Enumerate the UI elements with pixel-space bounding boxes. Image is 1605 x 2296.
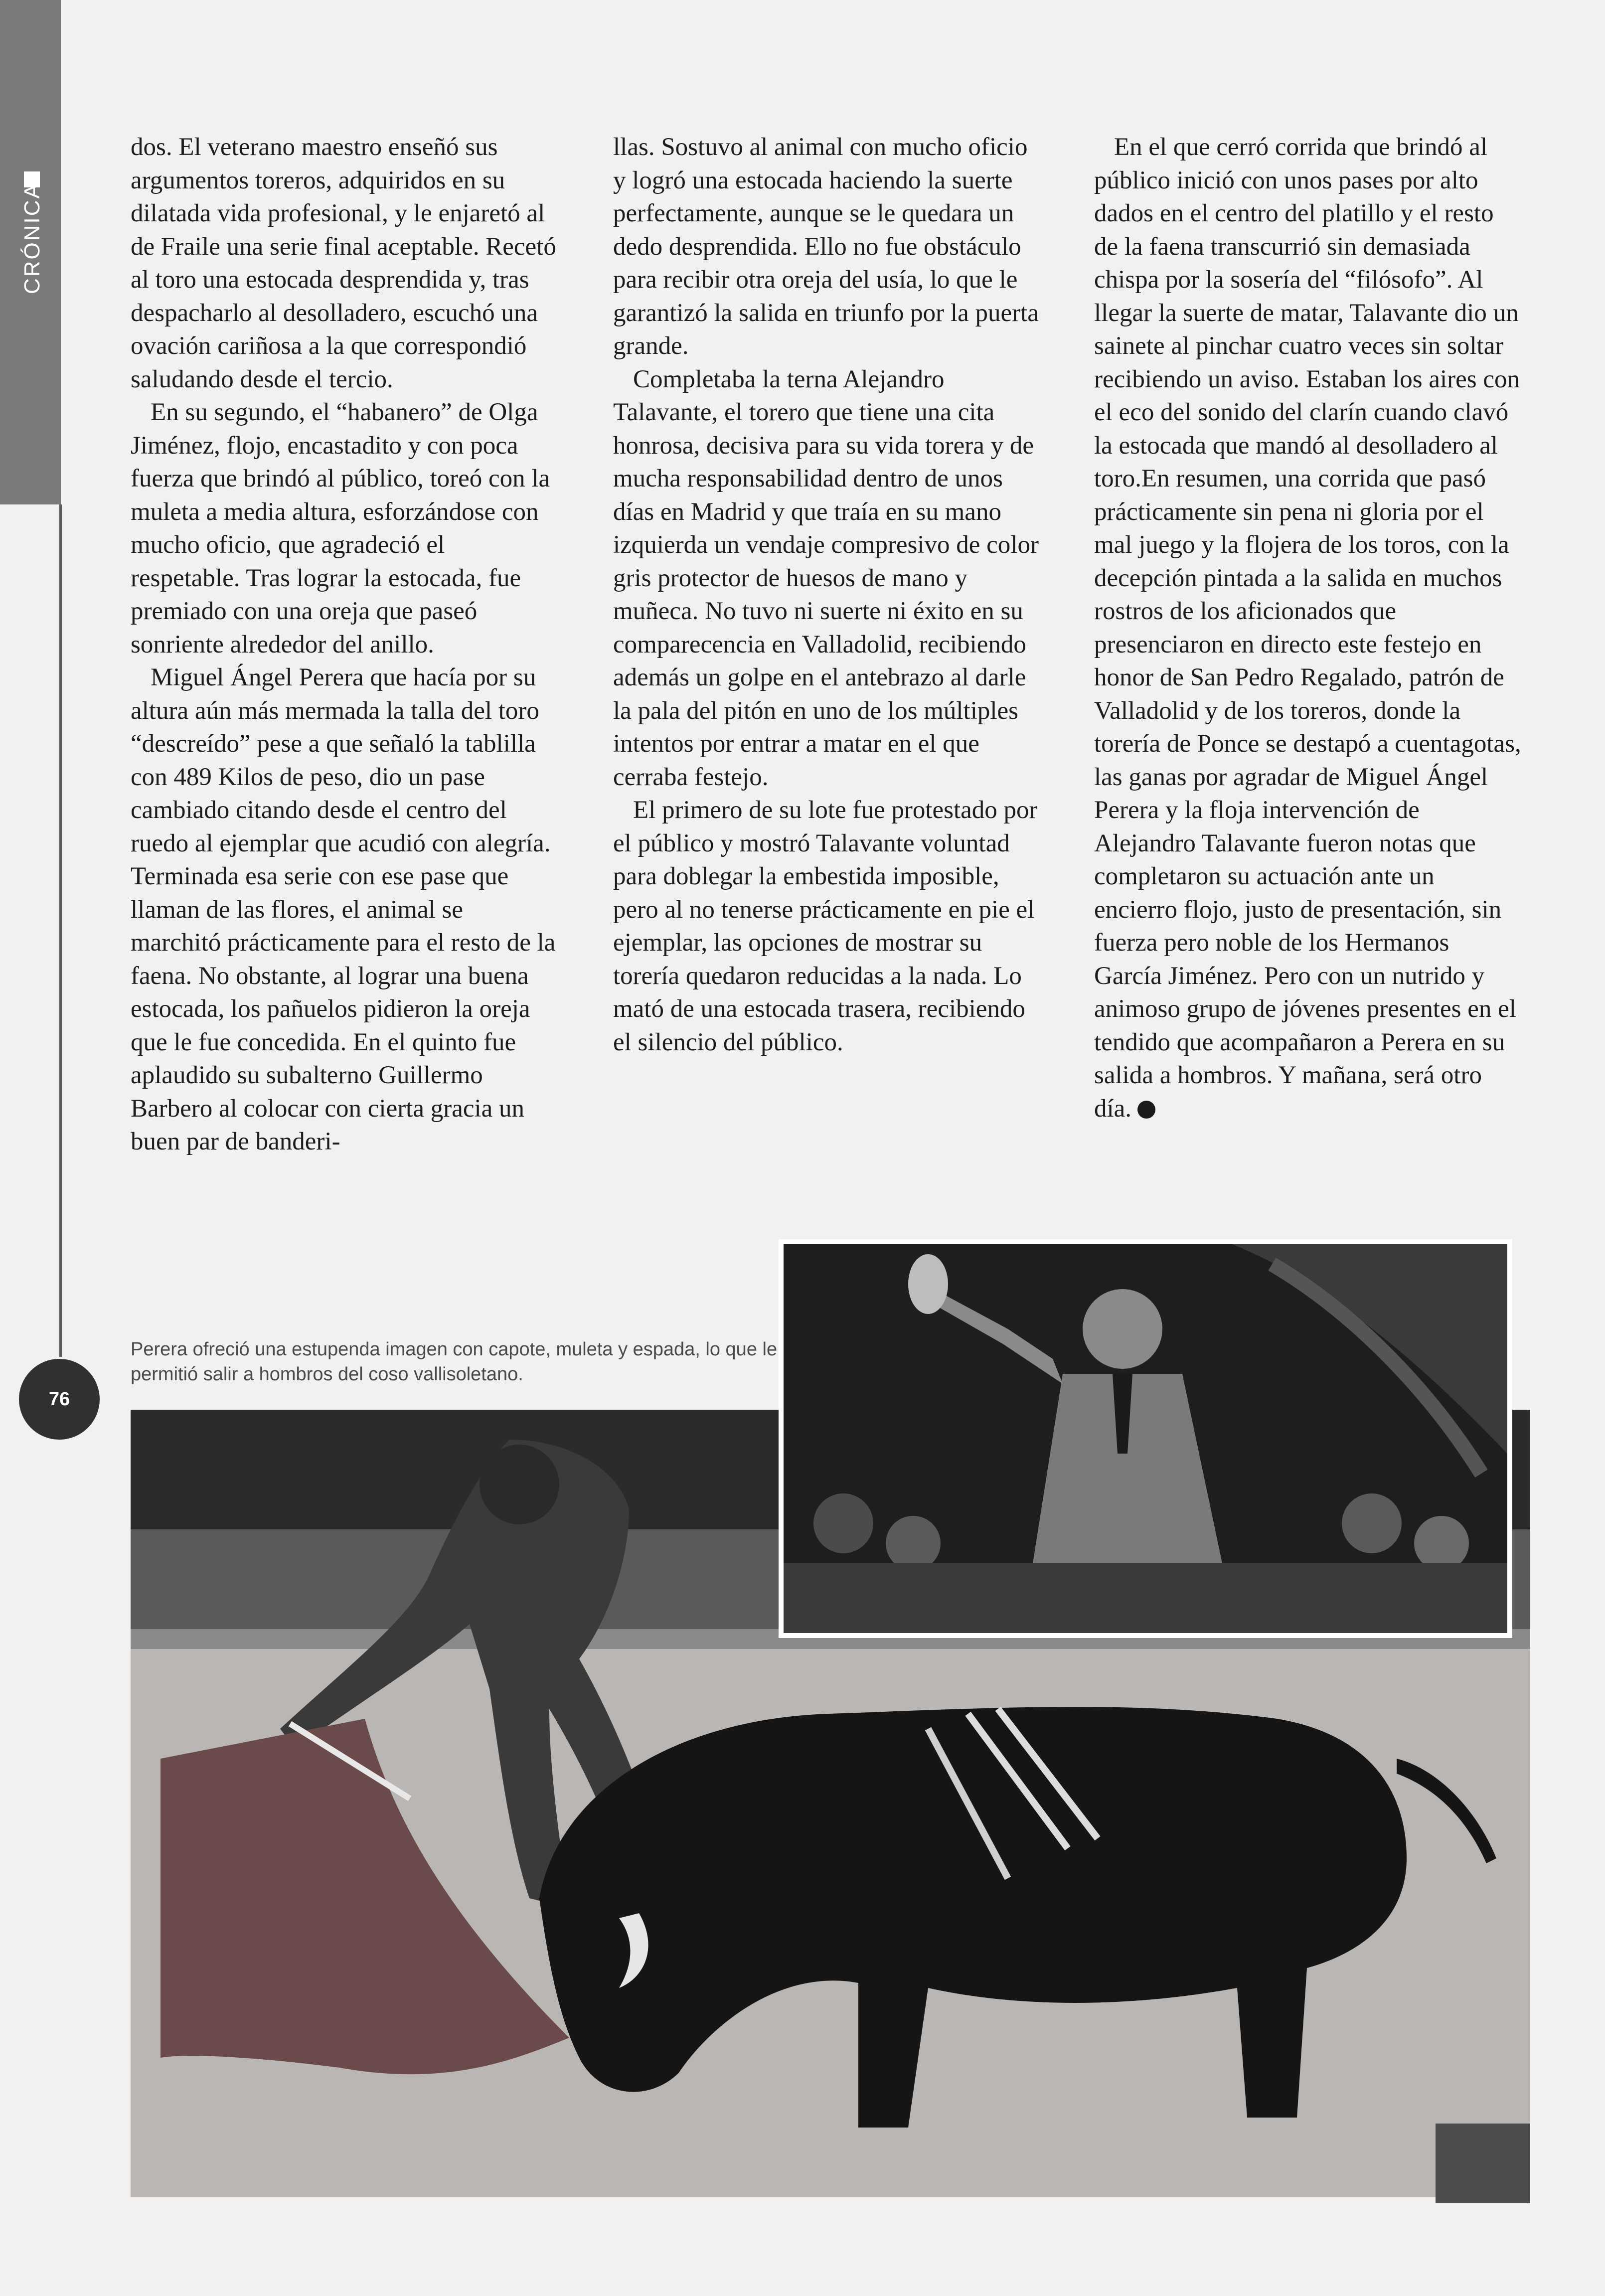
inset-photo-illustration <box>784 1244 1507 1633</box>
page-corner-bar <box>1436 2124 1530 2203</box>
margin-rule <box>59 504 62 1357</box>
article-column-3 <box>1094 131 1523 1277</box>
paragraph <box>1094 131 1523 1125</box>
photo-caption: Perera ofreció una estupenda imagen con capote, muleta y espada, lo que le permitió salir a hombros del coso vallisoletano. <box>131 1339 778 1385</box>
paragraph: El primero de su lote fue protestado por el público y mostró Talavante voluntad para doblegar la embestida imposible, pero al no tenerse prácticamente en pie el ejemplar, las opciones de mostrar su torería quedaron reducidas a la nada. Lo mató de una estocada trasera, recibiendo el silencio del público. <box>613 796 1038 1056</box>
paragraph: Miguel Ángel Perera que hacía por su altura aún más mermada la talla del toro “descreído” pese a que señaló la tablilla con 489 Kilos de peso, dio un pase cambiado citando desde el centro del ruedo al ejemplar que acudió con alegría. Terminada esa serie con ese pase que llaman de las flores, el animal se marchitó prácticamente para el resto de la faena. No obstante, al lograr una buena estocada, los pañuelos pidieron la oreja que le fue concedida. En el quinto fue aplaudido su subalterno Guillermo Barbero al colocar con cierta gracia un buen par de banderi- <box>131 663 556 1155</box>
paragraph-text: En el que cerró corrida que brindó al público inició con unos pases por alto dados en el centro del platillo y el resto de la faena transcurrió sin demasiada chispa por la sosería del “filósofo”. Al llegar la suerte de matar, Talavante dio un sainete al pinchar cuatro veces sin soltar recibiendo un aviso. Estaban los aires con el eco del sonido del clarín cuando clavó la estocada que mandó al desolladero al toro.En resumen, una corrida que pasó prácticamente sin pena ni gloria por el mal juego y la flojera de los toros, con la decepción pintada a la salida en muchos rostros de los aficionados que presenciaron en directo este festejo en honor de San Pedro Regalado, patrón de Valladolid y de los toreros, donde la torería de Ponce se destapó a cuentagotas, las ganas por agradar de Miguel Ángel Perera y la floja intervención de Alejandro Talavante fueron notas que completaron su actuación ante un encierro flojo, justo de presentación, sin fuerza pero noble de los Hermanos García Jiménez. Pero con un nutrido y animoso grupo de jóvenes presentes en el tendido que acompañaron a Perera en su salida a hombros. Y mañana, será otro día. <box>1094 133 1521 1123</box>
page-number: 76 <box>19 1359 100 1440</box>
paragraph: llas. Sostuvo al animal con mucho oficio y logró una estocada haciendo la suerte perfectamente, aunque se le quedara un dedo desprendida. Ello no fue obstáculo para recibir otra oreja del usía, lo que le garantizó la salida en triunfo por la puerta grande. <box>613 133 1039 360</box>
paragraph: dos. El veterano maestro enseñó sus argumentos toreros, adquiridos en su dilatada vida profesional, y le enjaretó al de Fraile una serie final aceptable. Recetó al toro una estocada desprendida y, tras despacharlo al desolladero, escuchó una ovación cariñosa a la que correspondió saludando desde el tercio. <box>131 133 556 393</box>
inset-photo <box>779 1239 1512 1638</box>
article-column-2 <box>613 131 1042 1277</box>
article-column-1 <box>131 131 559 1277</box>
paragraph: Completaba la terna Alejandro Talavante, el torero que tiene una cita honrosa, decisiva para su vida torera y de mucha responsabilidad dentro de unos días en Madrid y que traía en su mano izquierda un vendaje compresivo de color gris protector de huesos de mano y muñeca. No tuvo ni suerte ni éxito en su comparecencia en Valladolid, recibiendo además un golpe en el antebrazo al darle la pala del pitón en uno de los múltiples intentos por entrar a matar en el que cerraba festejo. <box>613 365 1039 791</box>
section-label: CRÓNICA <box>20 182 44 294</box>
paragraph: En su segundo, el “habanero” de Olga Jiménez, flojo, encastadito y con poca fuerza que brindó al público, toreó con la muleta a media altura, esforzándose con mucho oficio, que agradeció el respetable. Tras lograr la estocada, fue premiado con una oreja que paseó sonriente alrededor del anillo. <box>131 398 550 658</box>
end-of-article-dot <box>1137 1101 1155 1119</box>
